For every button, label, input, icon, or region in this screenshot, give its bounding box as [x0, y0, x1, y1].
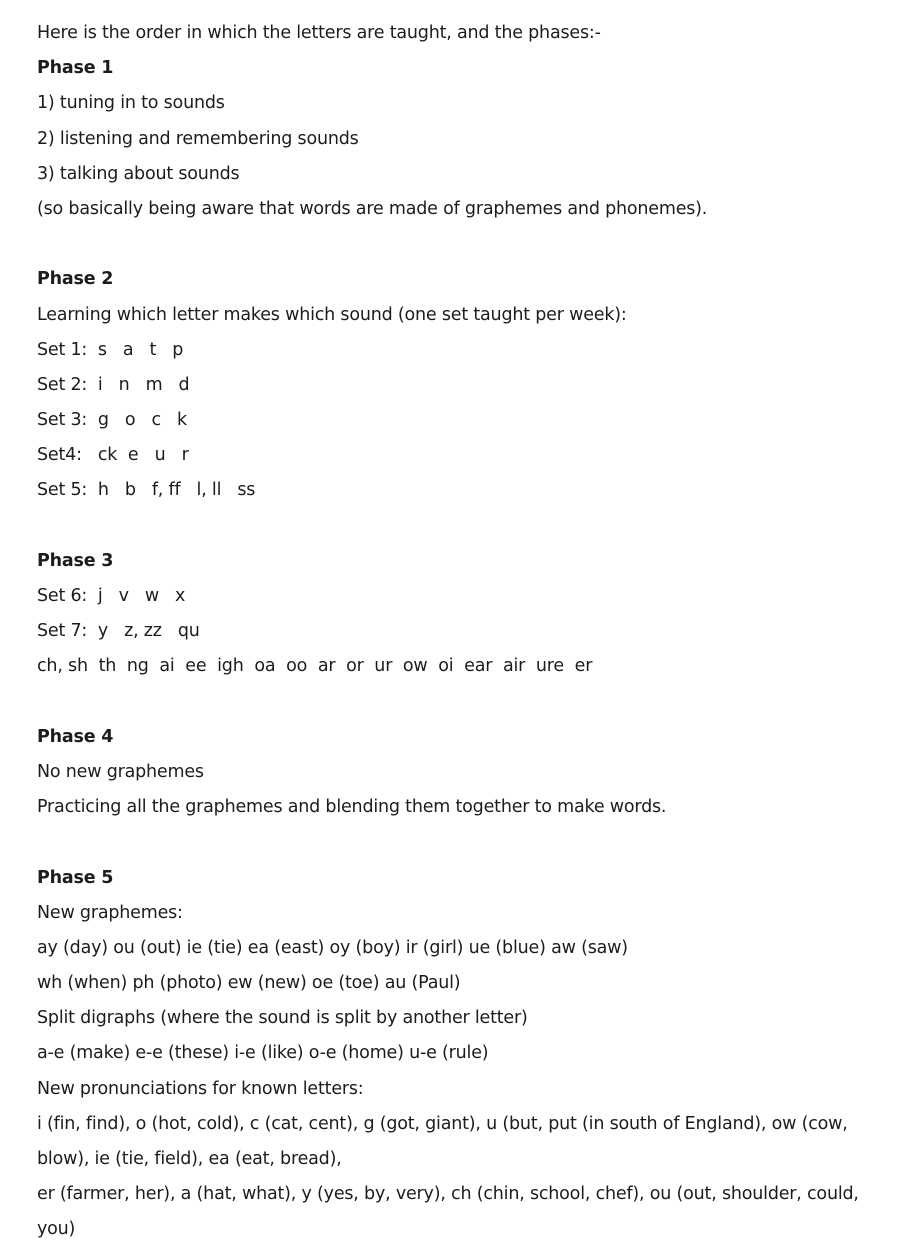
phase-2-set-line: Set 3: g o c k [37, 410, 187, 431]
phase-1-line: 1) tuning in to sounds [37, 93, 225, 114]
phase-1-heading: Phase 1 [37, 58, 114, 79]
phase-2-set-line: Set4: ck e u r [37, 445, 189, 466]
phase-1-line: 2) listening and remembering sounds [37, 128, 359, 149]
spacer [37, 509, 887, 544]
phase-2-set-line: Set 5: h b f, ff l, ll ss [37, 480, 256, 501]
phase-5-line: Split digraphs (where the sound is split by another letter) [37, 1008, 528, 1029]
spacer [37, 227, 887, 262]
phase-5-paragraph: er (farmer, her), a (hat, what), y (yes, by, very), ch (chin, school, chef), ou (out, shoulder, could, you) [37, 1184, 859, 1240]
phase-2-heading: Phase 2 [37, 269, 114, 290]
intro-text: Here is the order in which the letters are taught, and the phases:- [37, 23, 601, 43]
phase-5-heading: Phase 5 [37, 867, 114, 888]
phase-1-line: (so basically being aware that words are made of graphemes and phonemes). [37, 198, 708, 219]
phase-5-line: New graphemes: [37, 902, 183, 923]
phase-1-line: 3) talking about sounds [37, 163, 240, 184]
phase-3-grapheme-line: ch, sh th ng ai ee igh oa oo ar or ur ow oi ear air ure er [37, 656, 593, 677]
document [37, 16, 887, 1248]
phase-2-set-line: Set 2: i n m d [37, 374, 190, 395]
phase-5-line: New pronunciations for known letters: [37, 1078, 364, 1099]
phase-3-set-line: Set 6: j v w x [37, 586, 186, 606]
phase-5-line: wh (when) ph (photo) ew (new) oe (toe) au (Paul) [37, 973, 461, 994]
phase-2-line: Learning which letter makes which sound (one set taught per week): [37, 304, 627, 325]
phase-4-heading: Phase 4 [37, 726, 114, 747]
phase-5-line: ay (day) ou (out) ie (tie) ea (east) oy (boy) ir (girl) ue (blue) aw (saw) [37, 937, 628, 958]
phase-2-set-line: Set 1: s a t p [37, 339, 184, 360]
phase-3-set-line: Set 7: y z, zz qu [37, 621, 200, 642]
phase-5-paragraph: i (fin, find), o (hot, cold), c (cat, cent), g (got, giant), u (but, put (in south of England), ow (cow, blow), ie (tie, field), ea (eat, bread), [37, 1113, 848, 1170]
spacer [37, 825, 887, 860]
phase-5-line: a-e (make) e-e (these) i-e (like) o-e (home) u-e (rule) [37, 1043, 489, 1064]
phase-4-line: No new graphemes [37, 761, 204, 782]
phase-3-heading: Phase 3 [37, 550, 114, 571]
phase-4-line: Practicing all the graphemes and blending them together to make words. [37, 797, 667, 818]
spacer [37, 685, 887, 720]
